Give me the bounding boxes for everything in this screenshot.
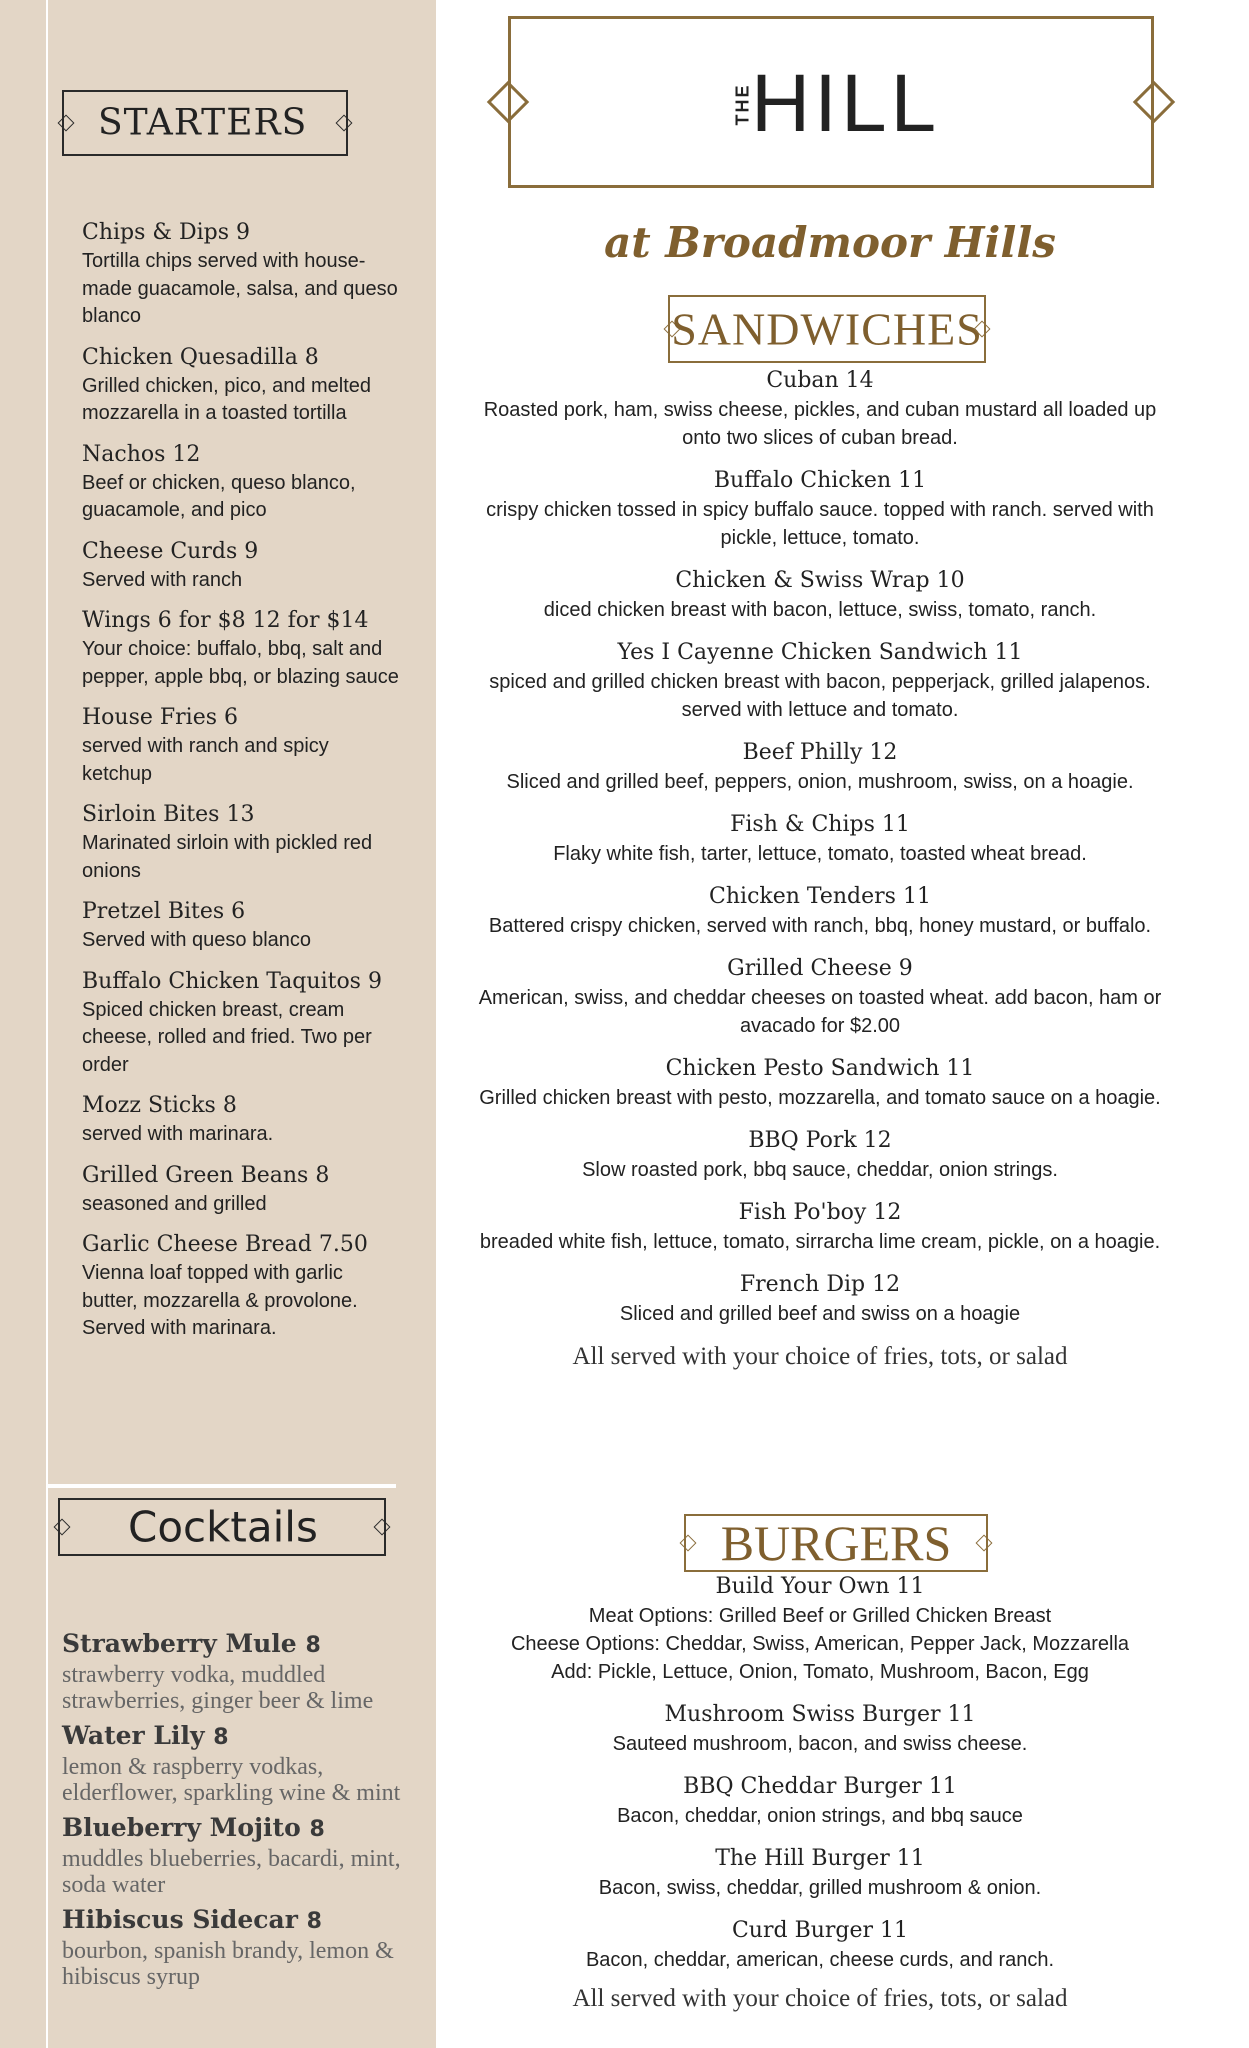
item-name: Pretzel Bites 6 [82, 899, 246, 924]
item-price: 8 [309, 1817, 325, 1842]
item-name: Fish & Chips 11 [730, 812, 910, 837]
burger-item [470, 1916, 1170, 1974]
burger-item [470, 1772, 1170, 1830]
item-description: seasoned and grilled [82, 1192, 267, 1215]
item-name: Chicken Tenders 11 [709, 884, 931, 909]
item-description: strawberry vodka, muddled strawberries, ginger beer & lime [62, 1662, 374, 1714]
item-description: lemon & raspberry vodkas, elderflower, sparkling wine & mint [62, 1754, 401, 1806]
item-price: 8 [305, 1633, 321, 1658]
sandwiches-heading-plaque [668, 295, 986, 363]
item-description: served with marinara. [82, 1123, 274, 1145]
sandwich-item [470, 954, 1170, 1040]
diamond-ornament-icon [54, 1519, 71, 1536]
starter-item [82, 703, 402, 788]
sides-note: All served with your choice of fries, tots, or salad [572, 1343, 1068, 1370]
cocktail-item [62, 1904, 412, 1990]
item-name: Blueberry Mojito [62, 1813, 301, 1842]
item-description: American, swiss, and cheddar cheeses on toasted wheat. add bacon, ham or avacado for $2.00 [478, 987, 1162, 1037]
starter-item [82, 1230, 402, 1343]
sandwich-item [470, 810, 1170, 868]
item-name: The Hill Burger 11 [715, 1846, 925, 1871]
item-name: BBQ Cheddar Burger 11 [683, 1774, 957, 1799]
item-description: Battered crispy chicken, served with ranch, bbq, honey mustard, or buffalo. [488, 915, 1152, 937]
item-name: Cheese Curds 9 [82, 538, 259, 564]
item-description: Bacon, swiss, cheddar, grilled mushroom & onion. [598, 1877, 1042, 1899]
item-name: Fish Po'boy 12 [738, 1200, 902, 1225]
item-name: Wings 6 for $8 12 for $14 [82, 608, 369, 633]
diamond-ornament-icon [336, 115, 353, 132]
cocktails-heading-plaque [58, 1498, 386, 1556]
item-description: Sliced and grilled beef, peppers, onion, mushroom, swiss, on a hoagie. [506, 771, 1134, 793]
sandwich-item [470, 638, 1170, 724]
burgers-heading: BURGERS [720, 1515, 952, 1571]
burgers-heading-plaque [684, 1514, 988, 1572]
item-description: Your choice: buffalo, bbq, salt and pepper, apple bbq, or blazing sauce [82, 638, 399, 688]
sandwich-item [470, 366, 1170, 452]
item-description: Grilled chicken, pico, and melted mozzarella in a toasted tortilla [82, 374, 372, 424]
logo-the: THE [732, 83, 753, 125]
sandwich-item [470, 1054, 1170, 1112]
starter-item [82, 1161, 402, 1219]
section-divider [46, 1484, 396, 1488]
sandwich-item [470, 1270, 1170, 1328]
item-description: diced chicken breast with bacon, lettuce, swiss, tomato, ranch. [543, 599, 1097, 621]
cocktail-item [62, 1812, 412, 1898]
restaurant-logo [511, 57, 1151, 151]
item-name: Grilled Cheese 9 [727, 956, 913, 981]
starters-heading: STARTERS [98, 102, 308, 144]
item-description: Beef or chicken, queso blanco, guacamole, and pico [82, 471, 356, 521]
item-name: Buffalo Chicken Taquitos 9 [82, 968, 382, 994]
build-your-own-item [470, 1572, 1170, 1686]
starter-item [82, 800, 402, 885]
sandwich-item [470, 1126, 1170, 1184]
item-name: Chicken Pesto Sandwich 11 [665, 1056, 975, 1081]
logo-hill: HILL [750, 58, 941, 149]
cocktails-heading: Cocktails [128, 1502, 318, 1552]
sandwiches-list [470, 366, 1170, 1372]
starter-item [82, 440, 402, 525]
sandwich-item [470, 566, 1170, 624]
item-name: Strawberry Mule [62, 1629, 297, 1658]
item-name: Garlic Cheese Bread 7.50 [82, 1232, 368, 1257]
item-description: breaded white fish, lettuce, tomato, sirrarcha lime cream, pickle, on a hoagie. [479, 1231, 1161, 1253]
item-name: Grilled Green Beans 8 [82, 1162, 330, 1188]
starters-list [82, 218, 402, 1355]
sandwiches-heading: SANDWICHES [671, 303, 983, 355]
sides-note: All served with your choice of fries, tots, or salad [572, 1985, 1068, 2012]
item-description: Bacon, cheddar, onion strings, and bbq sauce [617, 1805, 1023, 1827]
meat-options: Meat Options: Grilled Beef or Grilled Chicken Breast [588, 1605, 1052, 1627]
item-description: Grilled chicken breast with pesto, mozzarella, and tomato sauce on a hoagie. [479, 1087, 1161, 1109]
item-name: Chicken Quesadilla 8 [82, 344, 319, 370]
item-description: muddles blueberries, bacardi, mint, soda water [62, 1846, 401, 1898]
item-name: Chips & Dips 9 [82, 220, 251, 245]
cocktail-item [62, 1720, 412, 1806]
starter-item [82, 218, 402, 331]
item-name: Chicken & Swiss Wrap 10 [675, 568, 965, 593]
item-description: Sauteed mushroom, bacon, and swiss cheese. [612, 1733, 1028, 1755]
item-description: served with ranch and spicy ketchup [82, 735, 329, 785]
burgers-list [470, 1572, 1170, 2014]
burger-item [470, 1844, 1170, 1902]
item-name: Yes I Cayenne Chicken Sandwich 11 [617, 640, 1023, 665]
item-description: Bacon, cheddar, american, cheese curds, and ranch. [585, 1949, 1055, 1971]
tagline: at Broadmoor Hills [604, 218, 1056, 267]
diamond-ornament-icon [58, 115, 75, 132]
item-name: Hibiscus Sidecar [62, 1905, 298, 1934]
sandwich-item [470, 1198, 1170, 1256]
item-name: Build Your Own 11 [715, 1574, 925, 1599]
cheese-options: Cheese Options: Cheddar, Swiss, American, Pepper Jack, Mozzarella [510, 1633, 1130, 1655]
item-description: crispy chicken tossed in spicy buffalo sauce. topped with ranch. served with pickle, lettuce, tomato. [486, 499, 1154, 549]
item-price: 8 [213, 1725, 229, 1750]
item-description: Tortilla chips served with house-made guacamole, salsa, and queso blanco [82, 250, 398, 327]
left-panel [0, 0, 436, 2048]
item-description: Vienna loaf topped with garlic butter, mozzarella & provolone. Served with marinara. [82, 1262, 358, 1339]
item-description: Roasted pork, ham, swiss cheese, pickles, and cuban mustard all loaded up onto two slices of cuban bread. [483, 399, 1157, 449]
item-name: Cuban 14 [766, 368, 874, 393]
starter-item [82, 967, 402, 1080]
item-price: 8 [306, 1909, 322, 1934]
sandwich-item [470, 466, 1170, 552]
item-description: Served with ranch [82, 568, 243, 591]
item-name: Mozz Sticks 8 [82, 1093, 237, 1118]
logo-frame [508, 16, 1154, 188]
starter-item [82, 537, 402, 595]
starter-item [82, 897, 402, 955]
cocktail-item [62, 1628, 412, 1714]
item-description: Spiced chicken breast, cream cheese, rolled and fried. Two per order [82, 998, 372, 1076]
item-name: Mushroom Swiss Burger 11 [664, 1702, 976, 1727]
burger-item [470, 1700, 1170, 1758]
starter-item [82, 343, 402, 428]
sandwich-item [470, 738, 1170, 796]
item-name: Beef Philly 12 [742, 740, 898, 765]
starter-item [82, 606, 402, 691]
item-name: House Fries 6 [82, 705, 239, 730]
add-options: Add: Pickle, Lettuce, Onion, Tomato, Mushroom, Bacon, Egg [551, 1661, 1089, 1683]
item-name: Sirloin Bites 13 [82, 802, 255, 827]
item-description: Flaky white fish, tarter, lettuce, tomato, toasted wheat bread. [553, 843, 1087, 865]
item-name: Buffalo Chicken 11 [713, 468, 927, 493]
cocktails-list [62, 1628, 412, 1996]
item-description: Sliced and grilled beef and swiss on a hoagie [619, 1303, 1021, 1325]
item-name: Curd Burger 11 [731, 1918, 909, 1943]
starter-item [82, 1091, 402, 1149]
item-description: bourbon, spanish brandy, lemon & hibiscus syrup [62, 1938, 394, 1990]
starters-heading-plaque [62, 90, 348, 156]
item-name: BBQ Pork 12 [748, 1128, 892, 1153]
item-description: spiced and grilled chicken breast with bacon, pepperjack, grilled jalapenos. served with lettuce and tomato. [489, 671, 1151, 721]
item-name: French Dip 12 [739, 1272, 901, 1297]
panel-border-line [46, 0, 48, 2048]
item-description: Marinated sirloin with pickled red onions [82, 832, 373, 882]
item-name: Nachos 12 [82, 441, 201, 467]
sandwich-item [470, 882, 1170, 940]
item-description: Slow roasted pork, bbq sauce, cheddar, onion strings. [582, 1159, 1058, 1181]
item-name: Water Lily [62, 1721, 205, 1750]
diamond-ornament-icon [374, 1519, 391, 1536]
item-description: Served with queso blanco [82, 929, 312, 951]
